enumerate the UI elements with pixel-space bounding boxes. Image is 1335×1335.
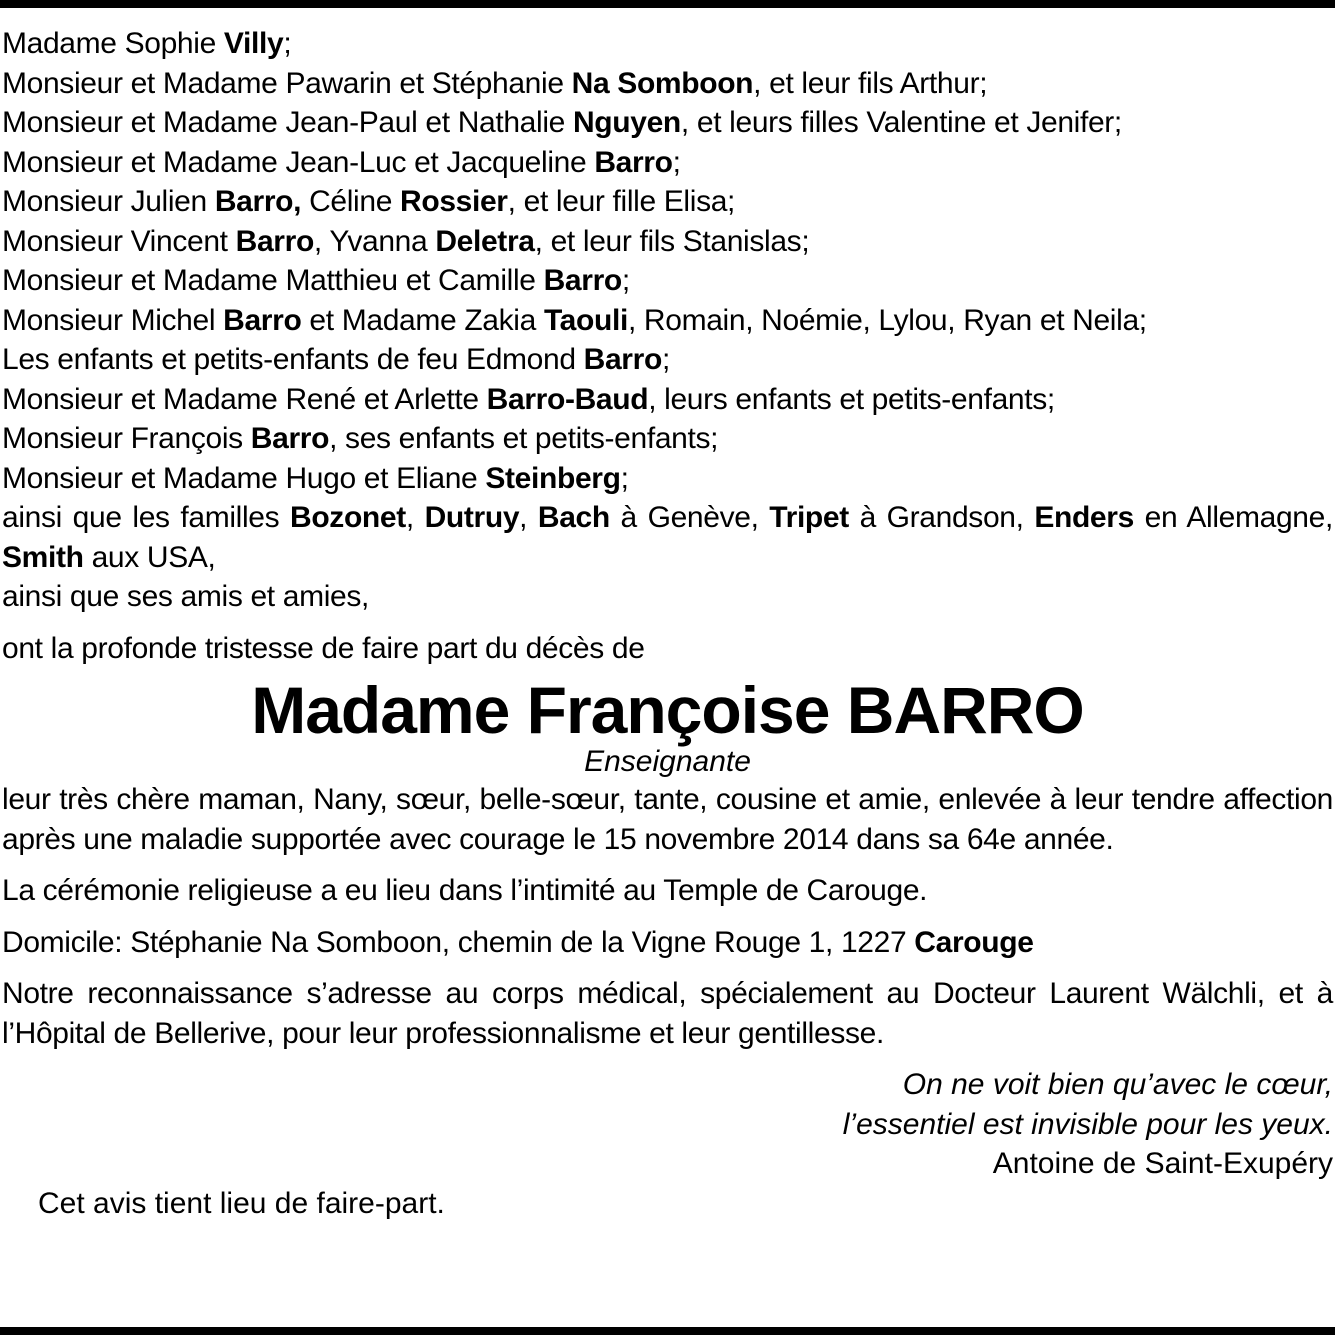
text-segment: Monsieur et Madame Pawarin et Stéphanie (2, 66, 572, 100)
text-segment: en Allemagne, (1133, 501, 1333, 534)
text-segment: Monsieur et Madame Jean-Paul et Nathalie (2, 106, 573, 139)
text-segment: , leurs enfants et petits-enfants; (648, 382, 1055, 416)
quote-block (2, 1065, 1333, 1184)
mourner-line (2, 103, 1333, 143)
text-segment: et Madame Zakia (301, 303, 544, 337)
text-segment: ; (620, 461, 629, 495)
surname: Deletra (435, 224, 535, 258)
text-segment: Monsieur Michel (2, 303, 224, 337)
bottom-border-rule (0, 1327, 1335, 1335)
text-segment: ; (672, 145, 681, 179)
text-segment: Monsieur et Madame Hugo et Eliane (2, 461, 486, 495)
text-segment: Madame Sophie (2, 27, 224, 60)
text-segment: , et leur fils Stanislas; (534, 224, 810, 258)
text-segment: , ses enfants et petits-enfants; (329, 422, 719, 455)
text-segment: , et leur fils Arthur; (753, 66, 988, 100)
friends-line: ainsi que ses amis et amies, (2, 580, 370, 613)
mourners-list (2, 24, 1333, 498)
surname: Taouli (543, 303, 628, 337)
mourner-line (2, 143, 1333, 183)
text-segment: Monsieur François (2, 422, 251, 455)
mourner-line (2, 301, 1333, 341)
surname: Na Somboon (571, 66, 754, 100)
text-segment: ; (621, 264, 630, 297)
surname: Steinberg (485, 461, 621, 495)
surname: Barro (594, 145, 673, 179)
surname: Barro-Baud (486, 382, 649, 416)
text-segment: , Romain, Noémie, Lylou, Ryan et Neila; (627, 303, 1147, 337)
text-segment: Monsieur et Madame Matthieu et Camille (2, 264, 544, 297)
text-segment: Les enfants et petits-enfants de feu Edmond (2, 343, 584, 376)
text-segment: , et leurs filles Valentine et Jenifer; (680, 106, 1122, 139)
surname: Smith (2, 540, 84, 574)
surname: Enders (1034, 501, 1134, 534)
mourner-line (2, 24, 1333, 64)
surname: Nguyen (572, 106, 681, 139)
text-segment: à Genève, (609, 501, 770, 534)
ceremony-line: La cérémonie religieuse a eu lieu dans l’intimité au Temple de Carouge. (2, 874, 928, 907)
quote-line-2: l’essentiel est invisible pour les yeux. (842, 1107, 1333, 1141)
surname: Rossier (400, 185, 508, 218)
text-segment: ; (283, 27, 292, 60)
surname: Dutruy (424, 501, 520, 534)
text-segment: Monsieur et Madame Jean-Luc et Jacqueline (2, 145, 595, 179)
quote-line-1: On ne voit bien qu’avec le cœur, (902, 1068, 1333, 1101)
text-segment: Céline (301, 185, 401, 218)
mourner-line (2, 261, 1333, 301)
mourner-line (2, 64, 1333, 104)
surname: Barro, (214, 185, 302, 218)
footer-note: Cet avis tient lieu de faire-part. (38, 1186, 445, 1220)
text-segment: ainsi que les familles (2, 501, 291, 534)
text-segment: , (519, 501, 538, 534)
text-segment: Monsieur Julien (2, 185, 215, 218)
mourner-line (2, 380, 1333, 420)
surname: Barro (583, 343, 662, 376)
surname: Bach (537, 501, 610, 534)
surname: Bozonet (290, 501, 406, 534)
obituary-notice (2, 24, 1333, 1223)
mourner-line (2, 222, 1333, 262)
text-segment: , (405, 501, 425, 534)
mourner-line (2, 182, 1333, 222)
quote-author: Antoine de Saint-Exupéry (992, 1147, 1333, 1180)
top-border-rule (0, 0, 1335, 8)
text-segment: ; (661, 343, 670, 376)
surname: Villy (223, 27, 284, 60)
surname: Barro (250, 422, 330, 455)
text-segment: à Grandson, (848, 501, 1035, 534)
surname: Barro (543, 264, 622, 297)
domicile-city: Carouge (914, 925, 1034, 959)
surname: Tripet (769, 501, 849, 534)
text-segment: aux USA, (83, 540, 216, 574)
deceased-name: Madame Françoise BARRO (251, 673, 1084, 747)
text-segment: , et leur fille Elisa; (507, 185, 736, 218)
thanks-paragraph: Notre reconnaissance s’adresse au corps médical, spécialement au Docteur Laurent Wälchli, et à l’Hôpital de Bellerive, pour leur professionnalisme et leur gentillesse. (2, 977, 1333, 1050)
domicile-line (2, 923, 1333, 963)
mourner-line (2, 340, 1333, 380)
mourner-line (2, 419, 1333, 459)
surname: Barro (235, 224, 314, 258)
text-segment: , Yvanna (313, 224, 436, 258)
surname: Barro (223, 303, 302, 337)
announcement-line: ont la profonde tristesse de faire part du décès de (2, 631, 645, 665)
description-paragraph: leur très chère maman, Nany, sœur, belle-sœur, tante, cousine et amie, enlevée à leur tendre affection après une maladie supportée avec courage le 15 novembre 2014 dans sa 64e année. (2, 783, 1333, 856)
families-paragraph (2, 498, 1333, 577)
text-segment: Monsieur Vincent (2, 224, 236, 258)
domicile-text: Domicile: Stéphanie Na Somboon, chemin de la Vigne Rouge 1, 1227 (2, 925, 915, 959)
text-segment: Monsieur et Madame René et Arlette (2, 382, 487, 416)
deceased-occupation: Enseignante (584, 745, 751, 778)
mourner-line (2, 459, 1333, 499)
